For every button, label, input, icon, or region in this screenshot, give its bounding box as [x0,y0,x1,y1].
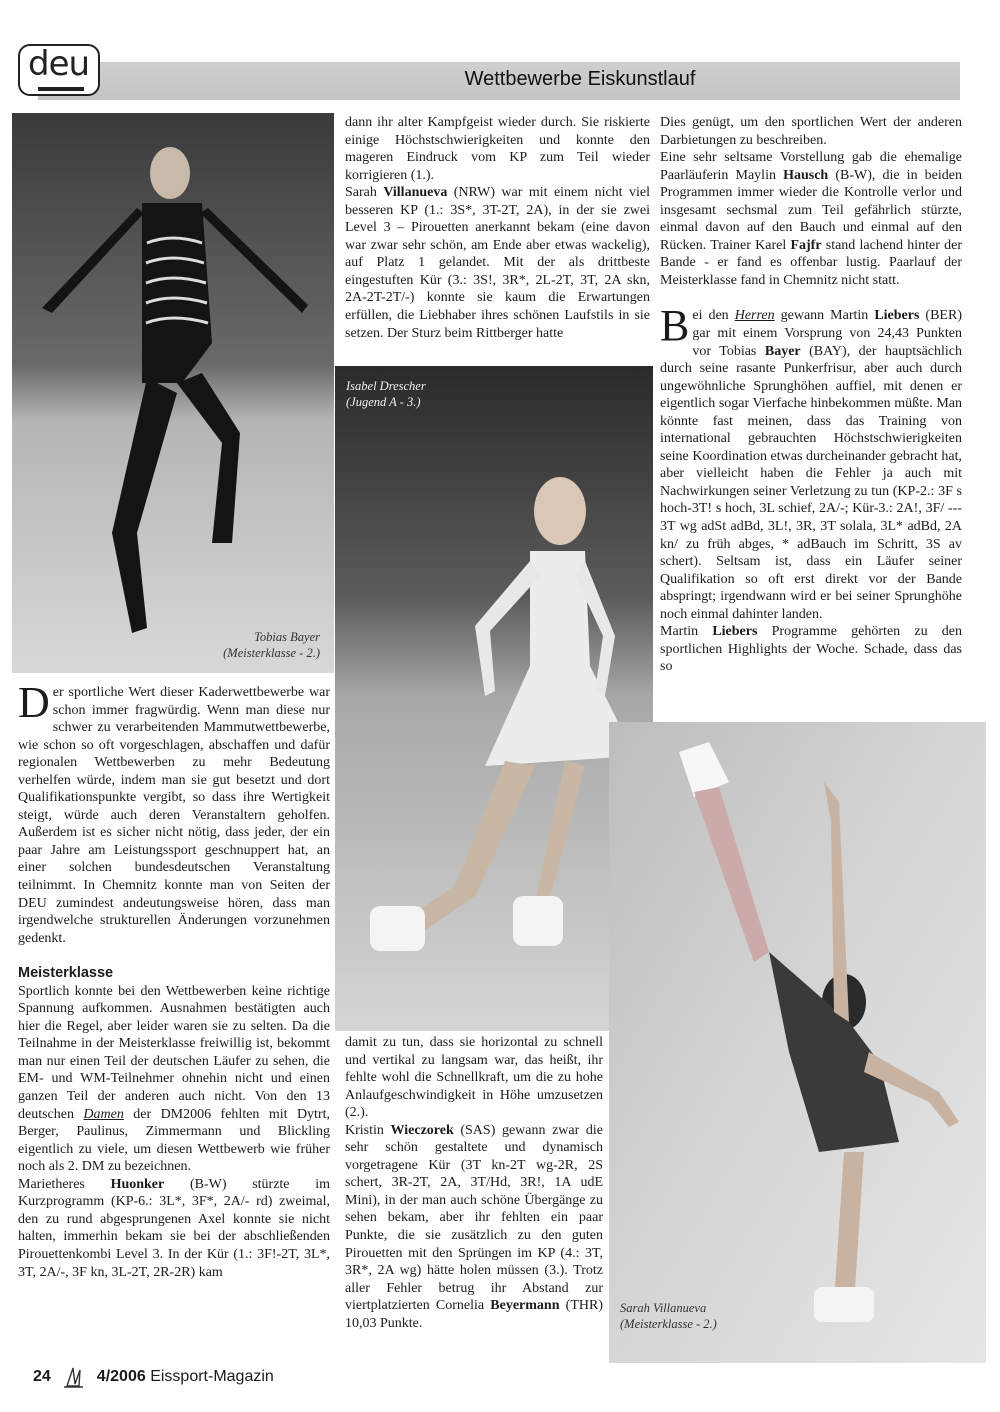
eissport-logo-icon [61,1364,87,1390]
paragraph [345,1034,603,1122]
section-title: Wettbewerbe Eiskunstlauf [464,68,696,90]
skater-name: Beyermann [490,1298,560,1314]
skater-name: Huonker [110,1176,165,1192]
skater-name: Hausch [783,167,829,183]
text-run: Martin [660,624,713,640]
photo-isabel-drescher [335,366,653,1031]
herren-paragraph [660,301,962,623]
text-run: der DM2006 fehlten mit Dytrt, Berger, Paulinus, Zimmermann und Blickling eigentlich zu viele, um diesen Wettbewerb wie früher noch als 2. DM zu bezeichnen. [18,1106,330,1175]
photo-caption-class: (Meisterklasse - 2.) [620,1317,717,1331]
intro-paragraph [18,678,330,947]
text-run: stand lachend hinter der Bande - er fand es offenbar lustig. Paarlauf der Meisterklasse fand in Chemnitz nicht statt. [660,237,962,288]
skater-name: Villanueva [383,185,448,201]
paragraph [345,114,650,184]
issue-number: 4/2006 [96,1368,146,1385]
article-column-1 [18,678,330,1281]
paragraph [18,983,330,1176]
text-run: (BAY), der hauptsächlich durch seine rasante Punkerfrisur, aber auch durch ungewöhnliche Sprunghöhen auffiel, mit denen er eigentlich sogar Vierfache hinbekommen müßte. Man könnte fast meinen, dass das Training von international gebrauchten Höchstschwierigkeiten seine Koordination etwas durcheinander gebracht hat, aber vielleicht haben die Fehler ja auch mit Nachwirkungen seiner Verletzung zu tun (KP-2.: 3F s hoch-3T! s hoch, 3L schief, 2A/-; Kür-3.: 2A!, 3F/ --- 3T wg adSt adBd, 3L!, 3R, 3T solala, 3L* adBd, 2A kn/ zu früh abges, * adBauch im Schritt, 3S av schert). Seltsam ist, dass ein Läufer seiner Qualifikation so oft erst direkt vor der Bande abspringt; irgendwann wird er bei seiner Sprunghöhe noch einmal dahinter landen. [660,343,962,622]
section-heading-meisterklasse: Meisterklasse [18,965,114,982]
page-number: 24 [33,1368,51,1385]
paragraph [345,184,650,342]
text-run: gewann Martin [774,308,875,324]
text-run: dann ihr alter Kampfgeist wieder durch. Sie riskierte einige Höchstschwierigkeiten und konnte den mageren Eindruck vom KP zum Teil wieder korrigieren (1.). [345,115,650,183]
logo-text: deu [28,44,90,84]
photo-caption-class: (Meisterklasse - 2.) [223,646,320,660]
text-run: (B-W) stürzte im Kurzprogramm (KP-6.: 3L*, 3F*, 2A/- rd) zweimal, den zu rund abgesprungenen Axel konnte sie nicht halten, immerhin bekam sie bei der abschließenden Pirouettenkombi Level 3. In der Kür (1.: 3F!-2T, 3L*, 3T, 2A/-, 3F kn, 3L-2T, 2R-2R) kam [18,1176,330,1280]
photo-caption-name: Tobias Bayer [254,630,320,644]
deu-logo [18,44,100,96]
category-label: Damen [83,1106,124,1122]
text-run: Sarah [345,185,384,201]
paragraph [660,623,962,676]
magazine-name: Eissport-Magazin [150,1368,274,1385]
text-run: er sportliche Wert dieser Kaderwettbewerbe war schon immer fragwürdig. Wenn man diese nur schwer zu verarbeitenden Mammutwettbewerbe, wie schon so oft vorgeschlagen, abschaffen und dafür regionalen Wettbewerben zu mehr Bedeutung verhelfen würde, indem man sie gut besetzt und dort Qualifikationspunkte vergibt, so dass ihre Wertigkeit steigt, würde auch deren Veranstaltern geholfen. Außerdem ist es sicher nicht nötig, dass jeder, der ein paar Jahre am Leistungssport geschnuppert hat, an einer solchen bundesdeutschen Veranstaltung teilnimmt. In Chemnitz konnte man von Seiten der DEU zumindest andeutungsweise hören, dass man irgendwelche strukturellen Änderungen vorzunehmen gedenkt. [18,685,330,946]
text-run: (SAS) gewann zwar die sehr schön gestaltete und dynamisch vorgetragene Kür (3T kn-2T wg-2R, 2S schert, 3R-2T, 2A, 3T/Hd, 3R!, 1A udE Mini), in der man auch schöne Übergänge zu sehen bekam, aber ihr fehlten ein paar Punkte, die sie zusätzlich zu den guten Pirouetten mit den Sprüngen im KP (4.: 3T, 3R*, 2A wg) hätte holen müssen (3.). Trotz aller Fehler betrug ihr Abstand zur viertplatzierten Cornelia [345,1122,603,1314]
paragraph [345,1122,603,1333]
skater-name: Bayer [764,343,801,359]
article-column-3 [660,114,962,676]
photo-tobias-bayer [12,113,334,673]
text-run: Marietheres [18,1176,111,1192]
page-footer [33,1364,274,1390]
text-run: Programme gehörten zu den sportlichen Highlights der Woche. Schade, dass das so [660,624,962,675]
category-label: Herren [734,308,775,324]
text-run: Sportlich konnte bei den Wettbewerben keine richtige Spannung aufkommen. Ausnahmen bestätigten auch hier die Regel, aber leider waren sie zu selten. Da die Teilnahme in der Meisterklasse freiwillig ist, bekommt man nur einen Teil der deutschen Läufer zu sehen, die EM- und WM-Teilnehmer ohnehin nicht und einen ganzen Teil der anderen auch nicht. Von den 13 deutschen [18,983,330,1122]
skater-name: Liebers [874,308,920,324]
text-run: (B-W), die in beiden Programmen immer wieder die Kontrolle verlor und insgesamt sechsmal zum Teil gefährlich stürzte, einmal davon auf den Bauch und einmal auf den Rücken. Trainer Karel [660,167,962,253]
article-column-2-bottom [345,1034,603,1332]
paragraph [18,1176,330,1281]
photo-caption-class: (Jugend A - 3.) [346,395,421,409]
photo-caption-name: Sarah Villanueva [620,1301,707,1315]
logo-skate-icon [38,87,84,91]
text-run: (NRW) war mit einem nicht viel besseren KP (1.: 3S*, 3T-2T, 2A), in der sie zwei Level 3 – Pirouetten anerkannt bekam (eine davon war zwar sehr schön, am Ende aber etwas wackelig), auf Platz 1 gelandet. Mit der als drittbeste eingestuften Kür (3.: 3S!, 3R*, 2L-2T, 3T, 2A skn, 2A-2T-2T/-) konnte sie kaum die Erwartungen erfüllen, die Liebhaber ihres schönen Laufstils in sie setzen. Der Sturz beim Rittberger hatte [345,185,650,341]
skater-name: Liebers [712,624,758,640]
text-run: Eine sehr seltsame Vorstellung gab die ehemalige Paarläuferin Maylin [660,150,962,183]
text-run: damit zu tun, dass sie horizontal zu schnell und vertikal zu langsam war, das heißt, ihr fehlte wohl die Schnellkraft, um die zu hohe Anlaufgeschwindigkeit in Höhe umzusetzen (2.). [345,1035,603,1121]
skater-name: Wieczorek [390,1122,454,1138]
paragraph [660,114,962,149]
text-run: (BER) gar mit einem Vorsprung von 24,43 Punkten vor Tobias [692,308,962,359]
photo-sarah-villanueva [609,722,986,1363]
photo-caption-name: Isabel Drescher [346,379,426,393]
text-run: (THR) 10,03 Punkte. [345,1298,603,1331]
skater-name: Fajfr [790,237,822,253]
drop-cap: B [660,301,690,351]
drop-cap: D [18,678,50,727]
text-run: ei den [692,308,735,324]
paragraph [660,149,962,289]
text-run: Dies genügt, um den sportlichen Wert der anderen Darbietungen zu beschreiben. [660,115,962,148]
article-column-2-top [345,114,650,342]
text-run: Kristin [345,1122,391,1138]
